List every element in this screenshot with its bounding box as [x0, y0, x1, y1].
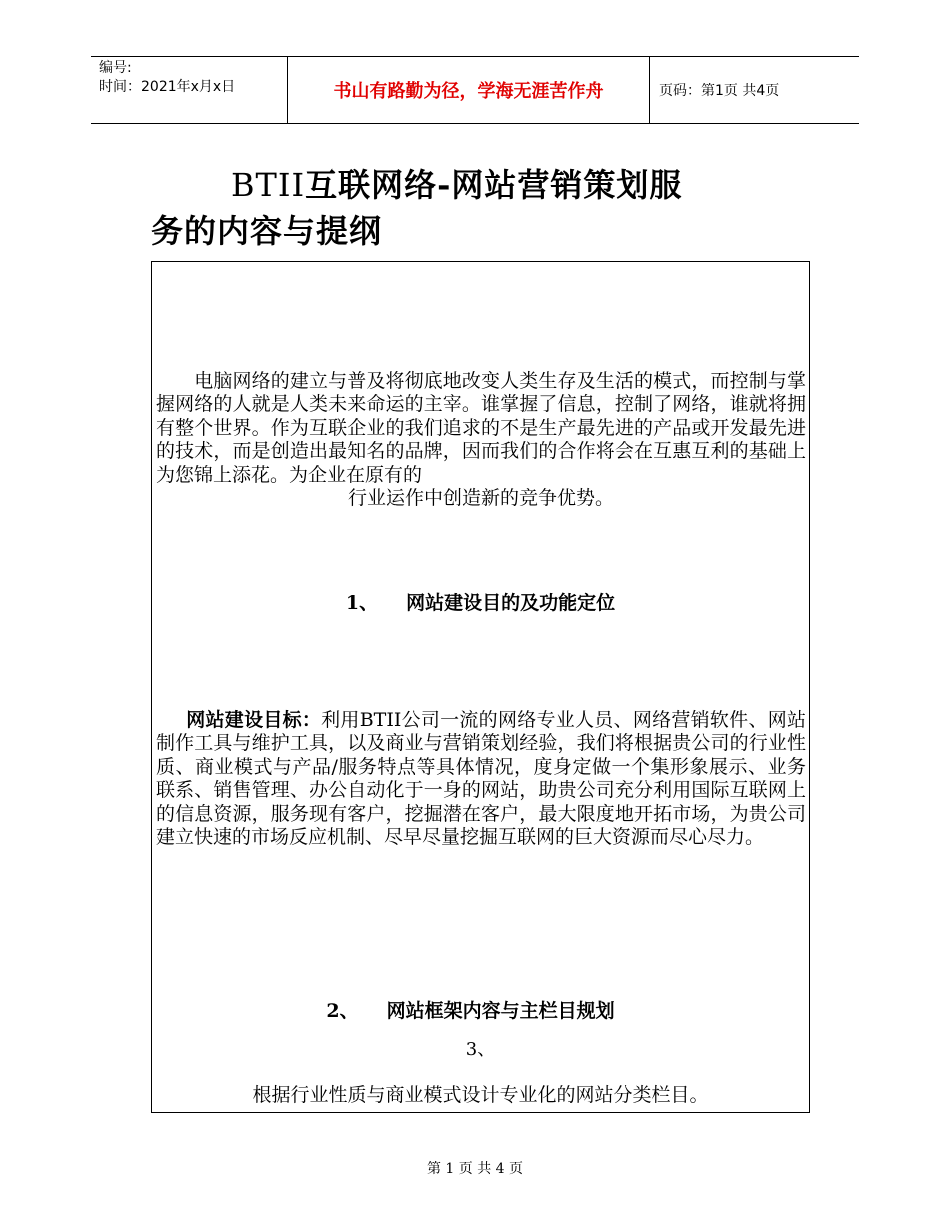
section2-num: 2、 [326, 1000, 359, 1022]
time-label: 时间：2021年x月x日 [99, 79, 236, 95]
content-box [151, 261, 810, 1113]
title-line1: 互联网络-网站营销策划服 [305, 166, 683, 204]
serial-label: 编号: [99, 60, 132, 76]
header-divider [649, 57, 650, 123]
document-title [151, 162, 811, 254]
intro-body: 电脑网络的建立与普及将彻底地改变人类生存及生活的模式，而控制与掌握网络的人就是人类未来命运的主宰。谁掌握了信息，控制了网络，谁就将拥有整个世界。作为互联企业的我们追求的不是生产最先进的产品或开发最先进的技术，而是创造出最知名的品牌，因而我们的合作将会在互惠互利的基础上为您锦上添花。为企业在原有的 [156, 370, 806, 486]
title-line2: 务的内容与提纲 [151, 212, 383, 250]
goal-body: 利用BTII公司一流的网络专业人员、网络营销软件、网站制作工具与维护工具，以及商业与营销策划经验，我们将根据贵公司的行业性质、商业模式与产品/服务特点等具体情况，度身定做一个集形象展示、业务联系、销售管理、办公自动化于一身的网站，助贵公司充分利用国际互联网上的信息资源，服务现有客户，挖掘潜在客户，最大限度地开拓市场，为贵公司建立快速的市场反应机制、尽早尽量挖掘互联网的巨大资源而尽心尽力。 [156, 709, 806, 849]
header-page-info: 页码：第1页 共4页 [659, 83, 780, 99]
section1-num: 1、 [345, 592, 379, 614]
goal-lead: 网站建设目标： [186, 709, 322, 731]
page-footer: 第 1 页 共 4 页 [426, 1161, 524, 1177]
intro-last-line: 行业运作中创造新的竞争优势。 [347, 487, 614, 510]
section1-heading [152, 588, 809, 615]
title-latin: BTII [231, 166, 306, 204]
page-header [91, 56, 859, 124]
section1-title: 网站建设目的及功能定位 [406, 592, 616, 614]
section3-num: 3、 [465, 1039, 496, 1060]
section2-heading [152, 996, 809, 1023]
section2-title: 网站框架内容与主栏目规划 [386, 1000, 615, 1022]
intro-paragraph [152, 370, 809, 510]
closing-line: 根据行业性质与商业模式设计专业化的网站分类栏目。 [252, 1084, 709, 1106]
goal-paragraph [152, 709, 809, 849]
header-motto: 书山有路勤为径，学海无涯苦作舟 [333, 81, 604, 102]
header-meta [99, 59, 235, 97]
